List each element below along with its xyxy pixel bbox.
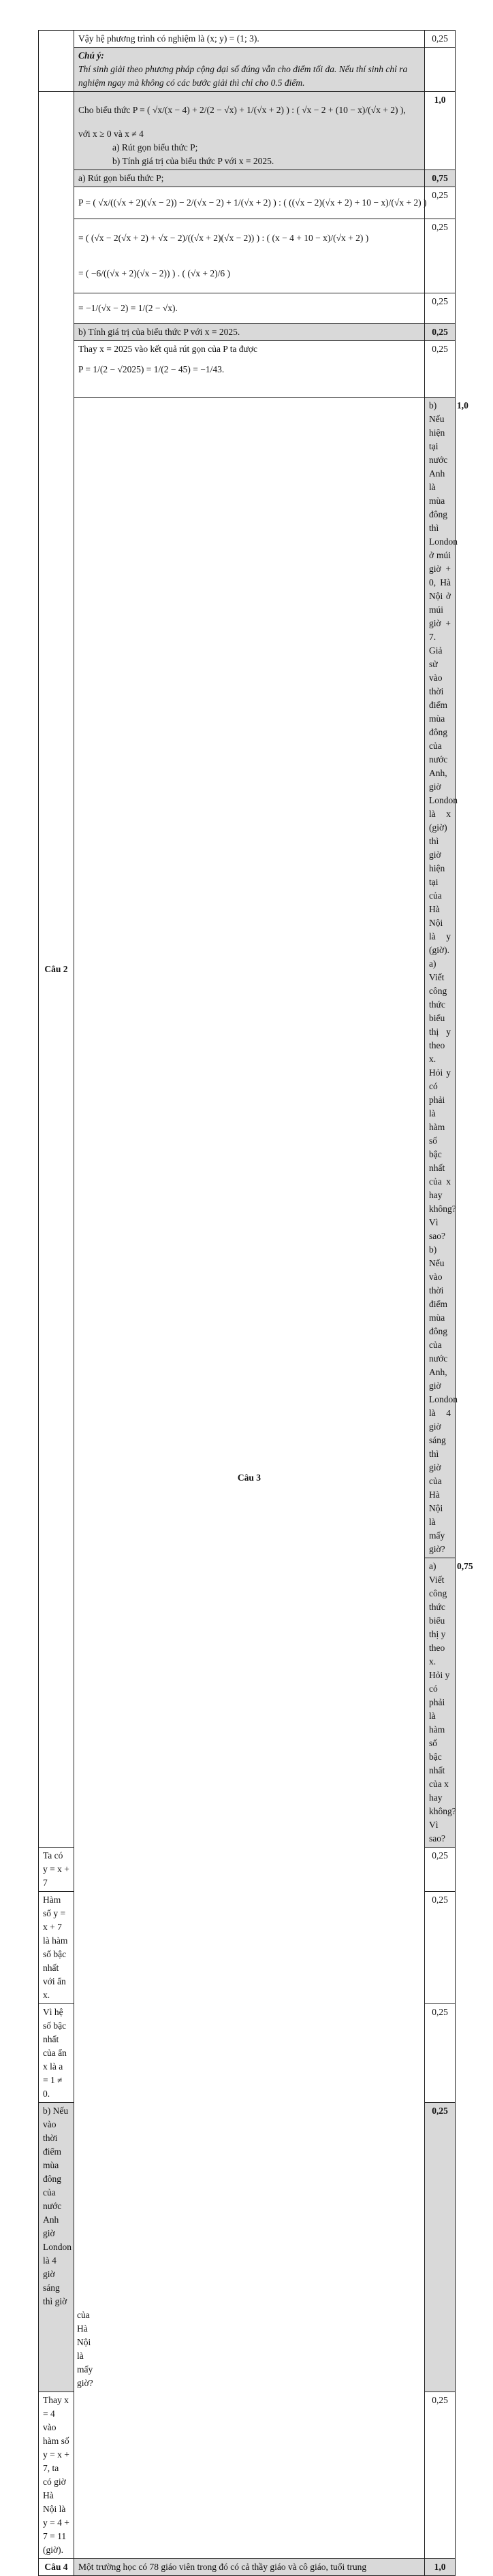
score (425, 48, 456, 92)
conclusion-text: Vậy hệ phương trình có nghiệm là (x; y) = (1; 3). (74, 31, 425, 48)
cau3-problem: b) Nếu hiện tại nước Anh là mùa đông thì London ở múi giờ + 0, Hà Nội ở múi giờ + 7. Giả sử vào thời điểm mùa đông của nước Anh, giờ London là x (giờ) thì giờ hiện tại của Hà Nội là y (giờ). (429, 400, 458, 955)
cau2-b-math: P = 1/(2 − √2025) = 1/(2 − 45) = −1/43. (78, 364, 225, 374)
note-title: Chú ý: (78, 50, 104, 61)
cau2-step2 (74, 219, 425, 293)
cau2-step1-math: P = ( √x/((√x + 2)(√x − 2)) − 2/(√x − 2) + 1/(√x + 2) ) : ( ((√x − 2)(√x + 2) + 10 − x)/(√x + 2) ) (78, 197, 427, 208)
score: 1,0 (425, 92, 456, 170)
cau2-task-b: b) Tính giá trị của biểu thức P với x = 2025. (112, 156, 274, 166)
note-text: Thí sinh giải theo phương pháp cộng đại số đúng vẫn cho điểm tối đa. Nếu thí sinh chỉ ra nghiệm ngay mà không có các bước giải thì chỉ cho 0.5 điểm. (78, 64, 408, 88)
cau3-a2: Hàm số y = x + 7 là hàm số bậc nhất với ẩn x. (39, 1892, 74, 2004)
score: 0,25 (425, 1848, 456, 1892)
row-cau4 (39, 2559, 456, 2576)
row-cau2-a-header (39, 170, 456, 187)
row-cau2-b-header (39, 324, 456, 341)
cau4-text: Một trường học có 78 giáo viên trong đó có cả thầy giáo và cô giáo, tuổi trung (74, 2559, 425, 2576)
score: 0,25 (425, 2392, 456, 2559)
question-label-cau2: Câu 2 (39, 92, 74, 1848)
cau3-question-a: a) Viết công thức biểu thị y theo x. Hỏi y có phải là hàm số bậc nhất của x hay không? Vì sao? (429, 959, 456, 1241)
score: 0,25 (425, 219, 456, 293)
grading-table (38, 30, 473, 2576)
cau2-step3-math: = ( −6/((√x + 2)(√x − 2)) ) . ( (√x + 2)/6 ) (78, 268, 230, 278)
cau3-b-header (39, 2103, 93, 2392)
row-cau3-problem: Câu 3 b) Nếu hiện tại nước Anh là mùa đông thì London ở múi giờ + 0, Hà Nội ở múi giờ + 7. Giả sử vào thời điểm mùa đông của nước Anh, giờ London là x (giờ) thì giờ hiện tại của Hà Nội là y (giờ). a) Viết công thức biểu thị y theo x. Hỏi y có phải là hàm số bậc nhất của x hay không? Vì sao? b) Nếu vào thời điểm mùa đông của nước Anh, giờ London là 4 giờ sáng thì giờ của Hà Nội là mấy giờ? 1,0 (39, 398, 456, 1558)
row-cau2-step2 (39, 219, 456, 293)
note-cell (74, 48, 425, 92)
row-cau2-problem (39, 92, 456, 170)
score: 1,0 (425, 2559, 456, 2576)
cau3-a3: Vì hệ số bậc nhất của ẩn x là a = 1 ≠ 0. (39, 2004, 74, 2103)
cau2-expression (78, 93, 420, 127)
cau2-b-text: Thay x = 2025 vào kết quả rút gọn của P ta được (78, 344, 258, 354)
cau3-problem-cell (425, 398, 456, 1558)
row-cau3-a-header: a) Viết công thức biểu thị y theo x. Hỏi y có phải là hàm số bậc nhất của x hay không? Vì sao? 0,75 (39, 1558, 456, 1848)
question-label-cau4: Câu 4 (39, 2559, 74, 2576)
cau2-step4-math: = −1/(√x − 2) = 1/(2 − √x). (78, 303, 178, 313)
score: 0,25 (425, 341, 456, 398)
cau3-b1: Thay x = 4 vào hàm số y = x + 7, ta có giờ Hà Nội là y = 4 + 7 = 11 (giờ). (39, 2392, 74, 2559)
question-label-cau3: Câu 3 (74, 398, 425, 2559)
cau3-question-b: b) Nếu vào thời điểm mùa đông của nước Anh, giờ London là 4 giờ sáng thì giờ của Hà Nội là mấy giờ? (429, 1244, 458, 1554)
cau2-b-solution (74, 341, 425, 398)
score: 0,25 (425, 2103, 456, 2392)
cau2-intro: Cho biểu thức (78, 105, 131, 115)
question-cell-cau1 (39, 31, 74, 92)
row-note (39, 48, 456, 92)
cau3-a-header: a) Viết công thức biểu thị y theo x. Hỏi y có phải là hàm số bậc nhất của x hay không? Vì sao? (425, 1558, 456, 1848)
cau3-a1: Ta có y = x + 7 (39, 1848, 74, 1892)
score: 0,75 (425, 170, 456, 187)
score: 0,25 (425, 31, 456, 48)
score: 0,25 (425, 293, 456, 324)
cau2-expression-math: P = ( √x/(x − 4) + 2/(2 − √x) + 1/(√x + 2) ) : ( √x − 2 + (10 − x)/(√x + 2) ), (132, 105, 406, 115)
score: 0,25 (425, 2004, 456, 2103)
cau2-problem-cell (74, 92, 425, 170)
score: 0,25 (425, 1892, 456, 2004)
cau2-condition: với x ≥ 0 và x ≠ 4 (78, 129, 144, 139)
cau2-a-header: a) Rút gọn biểu thức P; (74, 170, 425, 187)
cau2-task-a: a) Rút gọn biểu thức P; (112, 142, 198, 152)
cau2-b-header: b) Tính giá trị của biểu thức P với x = 2025. (74, 324, 425, 341)
row-cau2-step1 (39, 187, 456, 219)
row-conclusion (39, 31, 456, 48)
cau2-step1 (74, 187, 425, 219)
cau3-b-header-line1: b) Nếu vào thời điểm mùa đông của nước Anh giờ London là 4 giờ sáng thì giờ (43, 2106, 71, 2306)
cau2-step2-math: = ( (√x − 2(√x + 2) + √x − 2)/((√x + 2)(√x − 2)) ) : ( (x − 4 + 10 − x)/(√x + 2) ) (78, 233, 369, 243)
answer-sheet (38, 30, 473, 2576)
score: 0,25 (425, 187, 456, 219)
row-cau2-step4 (39, 293, 456, 324)
cau2-step4 (74, 293, 425, 324)
score: 0,25 (425, 324, 456, 341)
cau3-b-header-line2: của Hà Nội là mấy giờ? (77, 2310, 93, 2388)
row-cau2-b-solution (39, 341, 456, 398)
